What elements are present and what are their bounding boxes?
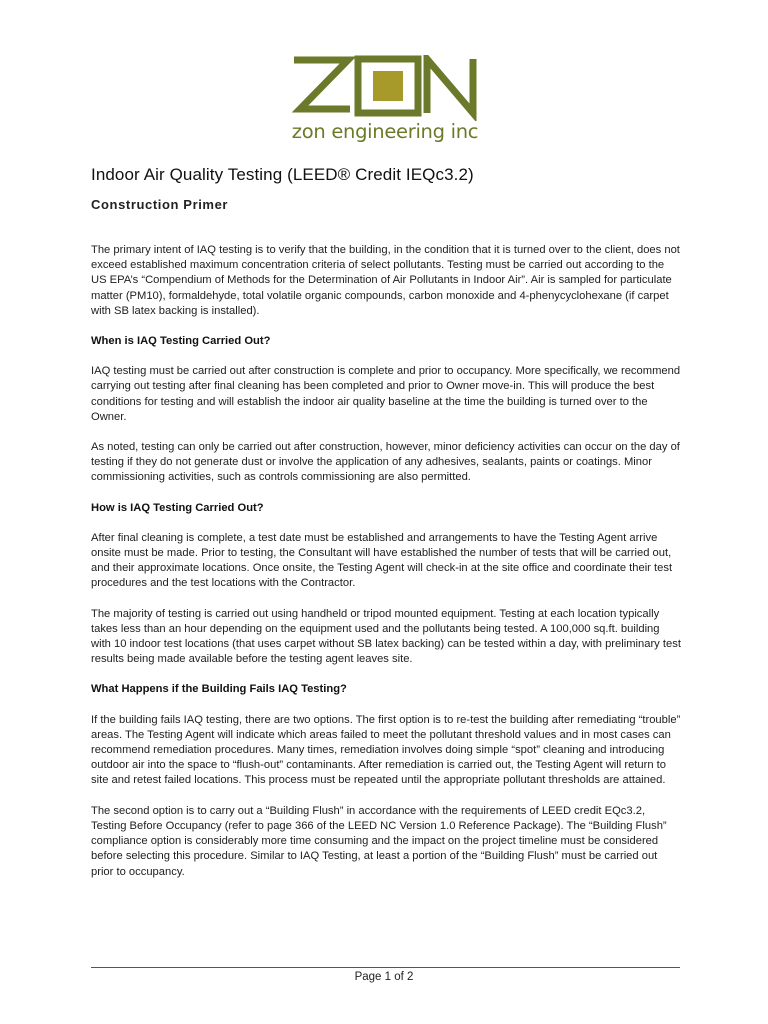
logo-gold-square — [373, 71, 403, 101]
section-paragraph: The majority of testing is carried out using handheld or tripod mounted equipment. Testing at each location typically takes less than an hour depending on the equipment used and the pollutants being tested. A 100,000 sq.ft. building with 10 indoor test locations (that uses carpet without SB latex backing) can be tested within a day, with preliminary test results being made available before the testing agent leaves site. — [91, 607, 681, 666]
document-body — [91, 243, 681, 895]
intro-paragraph: The primary intent of IAQ testing is to verify that the building, in the condition that it is turned over to the client, does not exceed established maximum concentration criteria of select pollutants. Testing must be carried out according to the US EPA’s “Compendium of Methods for the Determination of Air Pollutants in Indoor Air”. Air is sampled for particulate matter (PM10), formaldehyde, total volatile organic compounds, carbon monoxide and 4-phenycyclohexane (if carpet with SB latex backing is installed). — [91, 244, 680, 317]
section-heading-how: How is IAQ Testing Carried Out? — [91, 501, 264, 514]
section-paragraph: The second option is to carry out a “Building Flush” in accordance with the requirements of LEED credit EQc3.2, Testing Before Occupancy (refer to page 366 of the LEED NC Version 1.0 Reference Package). The “Building Flush” compliance option is considerably more time consuming and the impact on the project timeline must be considered before selecting this procedure. Similar to IAQ Testing, at least a portion of the “Building Flush” must be carried out prior to occupancy. — [91, 804, 667, 878]
footer-divider — [91, 967, 680, 968]
section-heading-when: When is IAQ Testing Carried Out? — [91, 335, 271, 348]
section-paragraph: If the building fails IAQ testing, there are two options. The first option is to re-test the building after remediating “trouble” areas. The Testing Agent will indicate which areas failed to meet the pollutant threshold values and in most cases can recommend remediation procedures. Many times, remediation involves doing simple “spot” cleaning and introducing outdoor air into the space to “flush-out” contaminants. After remediation is carried out, the Testing Agent will return to site and retest failed locations. This process must be repeated until the appropriate pollutant thresholds are attained. — [91, 713, 681, 787]
section-paragraph: IAQ testing must be carried out after construction is complete and prior to occupancy. More specifically, we recommend carrying out testing after final cleaning has been completed and prior to Owner move-in. This will produce the best conditions for testing and will establish the indoor air quality baseline at the time the building is turned over to the Owner. — [91, 365, 681, 423]
logo-letter-n — [427, 59, 473, 113]
logo-letter-z — [294, 60, 350, 109]
section-paragraph: After final cleaning is complete, a test date must be established and arrangements to have the Testing Agent arrive onsite must be made. Prior to testing, the Consultant will have established the number of tests that will be carried out, and their approximate locations. Once onsite, the Testing Agent will check-in at the site office and coordinate their test procedures and the test locations with the Contractor. — [91, 531, 673, 590]
zon-logo-mark — [288, 55, 482, 121]
section-heading-fails: What Happens if the Building Fails IAQ Testing? — [91, 683, 347, 696]
document-subtitle: Construction Primer — [91, 197, 229, 212]
section-paragraph: As noted, testing can only be carried out after construction, however, minor deficiency activities can occur on the day of testing if they do not generate dust or involve the application of any adhesives, sealants, paints or coatings. Minor commissioning activities, such as controls commissioning are also permitted. — [91, 441, 680, 484]
page-number: Page 1 of 2 — [354, 971, 414, 983]
company-name: zon engineering inc — [291, 120, 479, 143]
document-title: Indoor Air Quality Testing (LEED® Credit IEQc3.2) — [91, 165, 474, 184]
